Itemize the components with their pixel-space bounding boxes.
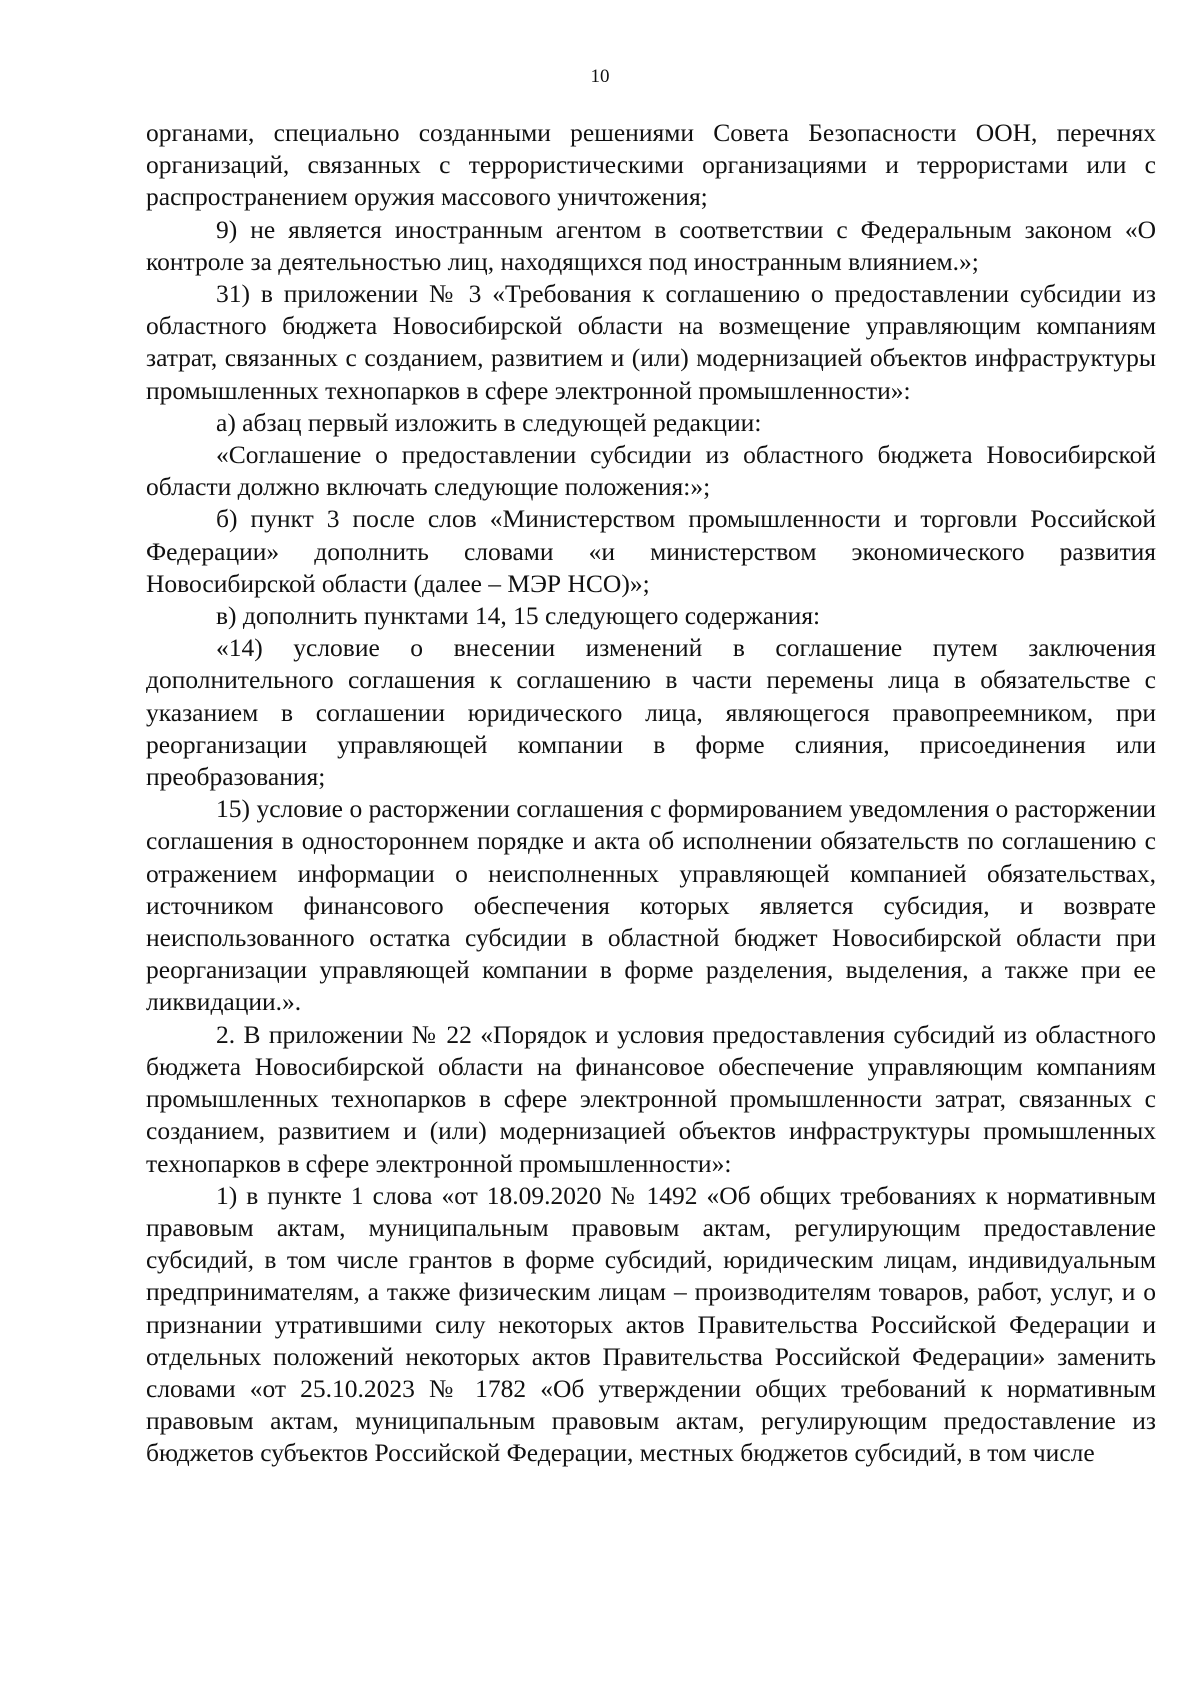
paragraph-item-9-foreign-agent: 9) не является иностранным агентом в соответствии с Федеральным законом «О контроле за деятельностью лиц, находящихся под иностранным влиянием.»; <box>146 214 1156 276</box>
paragraph-item-31-appendix-3: 31) в приложении № 3 «Требования к соглашению о предоставлении субсидии из областного бюджета Новосибирской области на возмещение управляющим компаниям затрат, связанных с созданием, развитием и (или) модернизацией объектов инфраструктуры промышленных технопарков в сфере электронной промышленности»: <box>146 279 1156 405</box>
page-number: 10 <box>590 66 610 87</box>
paragraph-subitem-v: в) дополнить пунктами 14, 15 следующего содержания: <box>216 601 821 631</box>
paragraph-item-15: 15) условие о расторжении соглашения с формированием уведомления о расторжении соглашения в одностороннем порядке и акта об исполнении обязательств по соглашению с отражением информации о неисполненных управляющей компанией обязательствах, источником финансового обеспечения которых является субсидия, и возврате неиспользованного остатка субсидии в областной бюджет Новосибирской области при реорганизации управляющей компании в форме разделения, выделения, а также при ее ликвидации.». <box>146 794 1156 1017</box>
paragraph-item-14: «14) условие о внесении изменений в соглашение путем заключения дополнительного соглашения к соглашению в части перемены лица в обязательстве с указанием в соглашении юридического лица, являющегося правопреемником, при реорганизации управляющей компании в форме слияния, присоединения или преобразования; <box>146 633 1156 792</box>
paragraph-agreement-quote: «Соглашение о предоставлении субсидии из областного бюджета Новосибирской области должно включать следующие положения:»; <box>146 440 1156 502</box>
paragraph-un-lists-continuation: органами, специально созданными решениями Совета Безопасности ООН, перечнях организаций, связанных с террористическими организациями и террористами или с распространением оружия массового уничтожения; <box>146 118 1156 212</box>
document-body <box>146 117 1156 1470</box>
paragraph-item-1-clause-1: 1) в пункте 1 слова «от 18.09.2020 № 1492 «Об общих требованиях к нормативным правовым актам, муниципальным правовым актам, регулирующим предоставление субсидий, в том числе грантов в форме субсидий, юридическим лицам, индивидуальным предпринимателям, а также физическим лицам – производителям товаров, работ, услуг, и о признании утратившими силу некоторых актов Правительства Российской Федерации и отдельных положений некоторых актов Правительства Российской Федерации» заменить словами «от 25.10.2023 № 1782 «Об утверждении общих требований к нормативным правовым актам, муниципальным правовым актам, регулирующим предоставление из бюджетов субъектов Российской Федерации, местных бюджетов субсидий, в том числе <box>146 1180 1156 1468</box>
paragraph-subitem-a: а) абзац первый изложить в следующей редакции: <box>216 407 762 437</box>
paragraph-section-2-appendix-22: 2. В приложении № 22 «Порядок и условия предоставления субсидий из областного бюджета Новосибирской области на финансовое обеспечение управляющим компаниям промышленных технопарков в сфере электронной промышленности затрат, связанных с созданием, развитием и (или) модернизацией объектов инфраструктуры промышленных технопарков в сфере электронной промышленности»: <box>146 1019 1156 1178</box>
paragraph-subitem-b: б) пункт 3 после слов «Министерством промышленности и торговли Российской Федерации» дополнить словами «и министерством экономического развития Новосибирской области (далее – МЭР НСО)»; <box>146 504 1156 598</box>
